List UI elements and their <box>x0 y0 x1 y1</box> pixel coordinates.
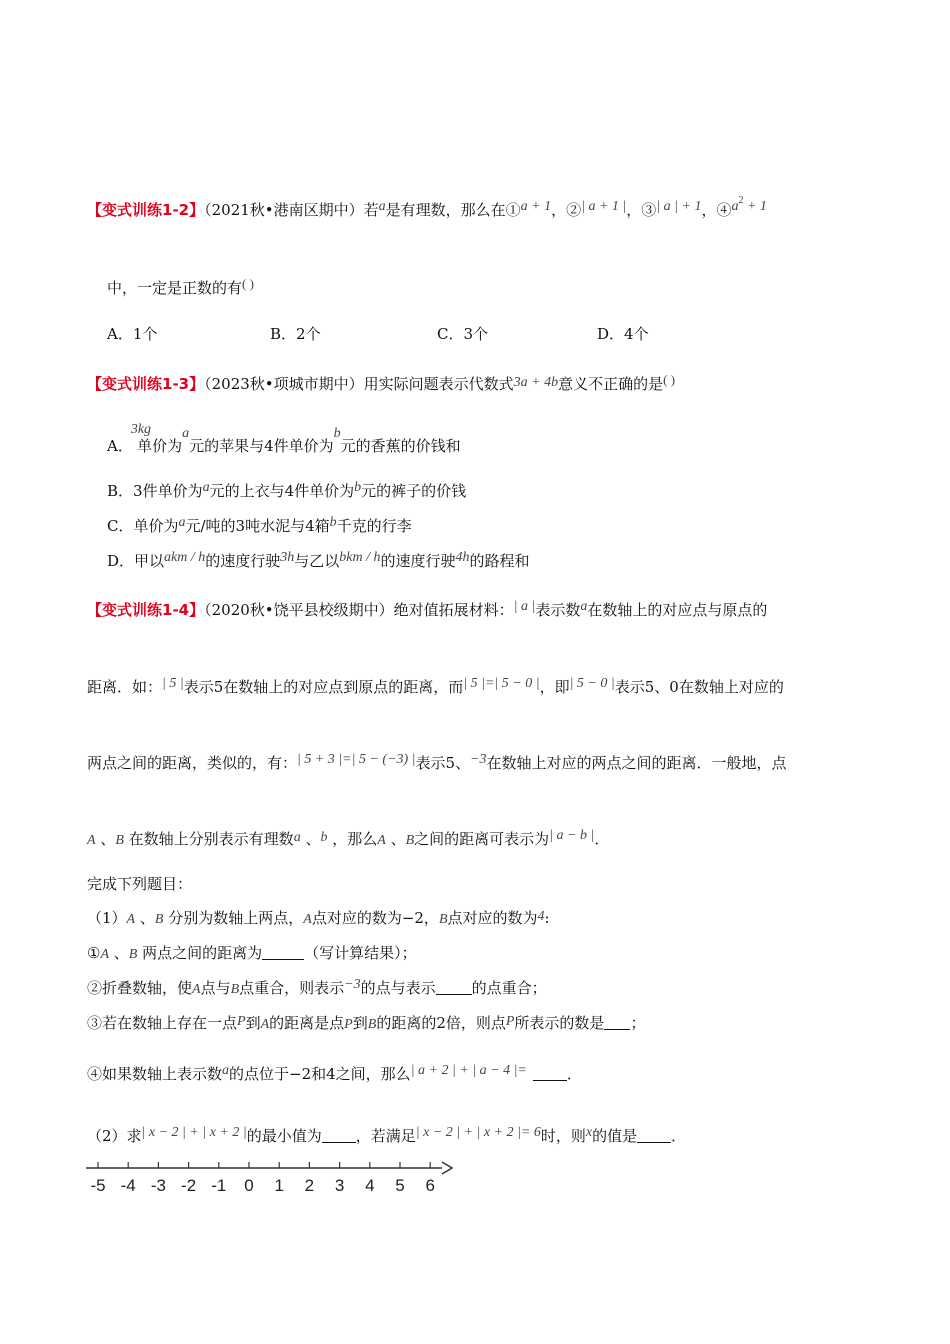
answer-blank[interactable] <box>533 1066 567 1081</box>
tick-label: 1 <box>274 1176 284 1195</box>
q13-line1: 【变式训练1-3】（2023秋•项城市期中）用实际问题表示代数式3a + 4b意义不正确的是( ) <box>87 372 676 393</box>
q14-line4: A 、B 在数轴上分别表示有理数a 、b ，那么A 、B之间的距离可表示为| a − b |． <box>87 828 610 848</box>
q12-tag: 【变式训练1-2】 <box>87 201 205 219</box>
number-line <box>80 1158 460 1198</box>
q14-tag: 【变式训练1-4】 <box>87 601 205 619</box>
tick-label: -1 <box>211 1176 227 1195</box>
q13-option-a[interactable]: A．3kg单价为a元的苹果与4件单价为b元的香蕉的价钱和 <box>107 422 461 455</box>
q12-option-c[interactable]: C．3个 <box>437 325 489 343</box>
tick-label: -4 <box>120 1176 136 1195</box>
q14-sub1: （1）A 、B 分别为数轴上两点，A点对应的数为−2，B点对应的数为4: <box>87 909 550 927</box>
tick-label: 5 <box>395 1176 405 1195</box>
answer-blank[interactable] <box>637 1128 671 1143</box>
q13-option-c[interactable]: C．单价为a元/吨的3吨水泥与4箱b千克的行李 <box>107 515 412 535</box>
q13-source: （2023秋•项城市期中） <box>204 375 364 393</box>
tick-label: -5 <box>90 1176 106 1195</box>
q13-tag: 【变式训练1-3】 <box>87 375 205 393</box>
q13-option-d[interactable]: D．甲以akm / h的速度行驶3h与乙以bkm / h的速度行驶4h的路程和 <box>107 550 530 570</box>
q14-source: （2020秋•饶平县校级期中） <box>204 601 394 619</box>
q12-option-b[interactable]: B．2个 <box>270 325 321 343</box>
q12-option-d[interactable]: D．4个 <box>597 325 649 343</box>
q12-line2: 中，一定是正数的有( ) <box>107 276 254 297</box>
q14-task: 完成下列题目： <box>87 875 193 893</box>
tick-label: 2 <box>304 1176 315 1195</box>
number-line-ticks <box>90 1162 434 1195</box>
q12-option-a[interactable]: A．1个 <box>107 325 158 343</box>
q13-option-b[interactable]: B．3件单价为a元的上衣与4件单价为b元的裤子的价钱 <box>107 480 467 500</box>
answer-blank[interactable] <box>604 1015 630 1030</box>
number-line-arrow-icon <box>442 1162 452 1174</box>
answer-blank[interactable] <box>322 1128 356 1143</box>
tick-label: -2 <box>181 1176 197 1195</box>
answer-blank[interactable] <box>436 980 472 995</box>
q14-line1: 【变式训练1-4】（2020秋•饶平县校级期中）绝对值拓展材料：| a |表示数a在数轴上的对应点与原点的 <box>87 599 768 619</box>
tick-label: 3 <box>334 1176 345 1195</box>
q14-sub1-item4: ④如果数轴上表示数a的点位于−2和4之间，那么| a + 2 | + | a − 4 |= ． <box>87 1063 582 1083</box>
q14-sub1-item3: ③若在数轴上存在一点P到A的距离是点P到B的距离的2倍，则点P所表示的数是 ； <box>87 1014 646 1032</box>
q14-line2: 距离．如：| 5 |表示5在数轴上的对应点到原点的距离，而| 5 |=| 5 − 0 |，即| 5 − 0 |表示5、0在数轴上对应的 <box>87 676 784 696</box>
q14-sub1-item2: ②折叠数轴，使A点与B点重合，则表示−3的点与表示 的点重合； <box>87 977 547 997</box>
tick-label: 4 <box>365 1176 375 1195</box>
q14-line3: 两点之间的距离，类似的，有：| 5 + 3 |=| 5 − (−3) |表示5、−3在数轴上对应的两点之间的距离．一般地，点 <box>87 752 787 772</box>
q12-source: （2021秋•港南区期中） <box>204 201 364 219</box>
q14-sub1-item1: ①A 、B 两点之间的距离为 （写计算结果）； <box>87 944 417 962</box>
tick-label: 0 <box>244 1176 254 1195</box>
tick-label: 6 <box>425 1176 435 1195</box>
q12-line1: 【变式训练1-2】（2021秋•港南区期中）若a是有理数，那么在①a + 1，②| a + 1 |，③| a | + 1，$④a^2 + 1$ <box>87 195 767 219</box>
answer-blank[interactable] <box>262 945 304 960</box>
tick-label: -3 <box>150 1176 166 1195</box>
q14-sub2: （2）求| x − 2 | + | x + 2 |的最小值为 ，若满足| x − 2 | + | x + 2 |= 6时，则x的值是 ． <box>87 1125 687 1145</box>
